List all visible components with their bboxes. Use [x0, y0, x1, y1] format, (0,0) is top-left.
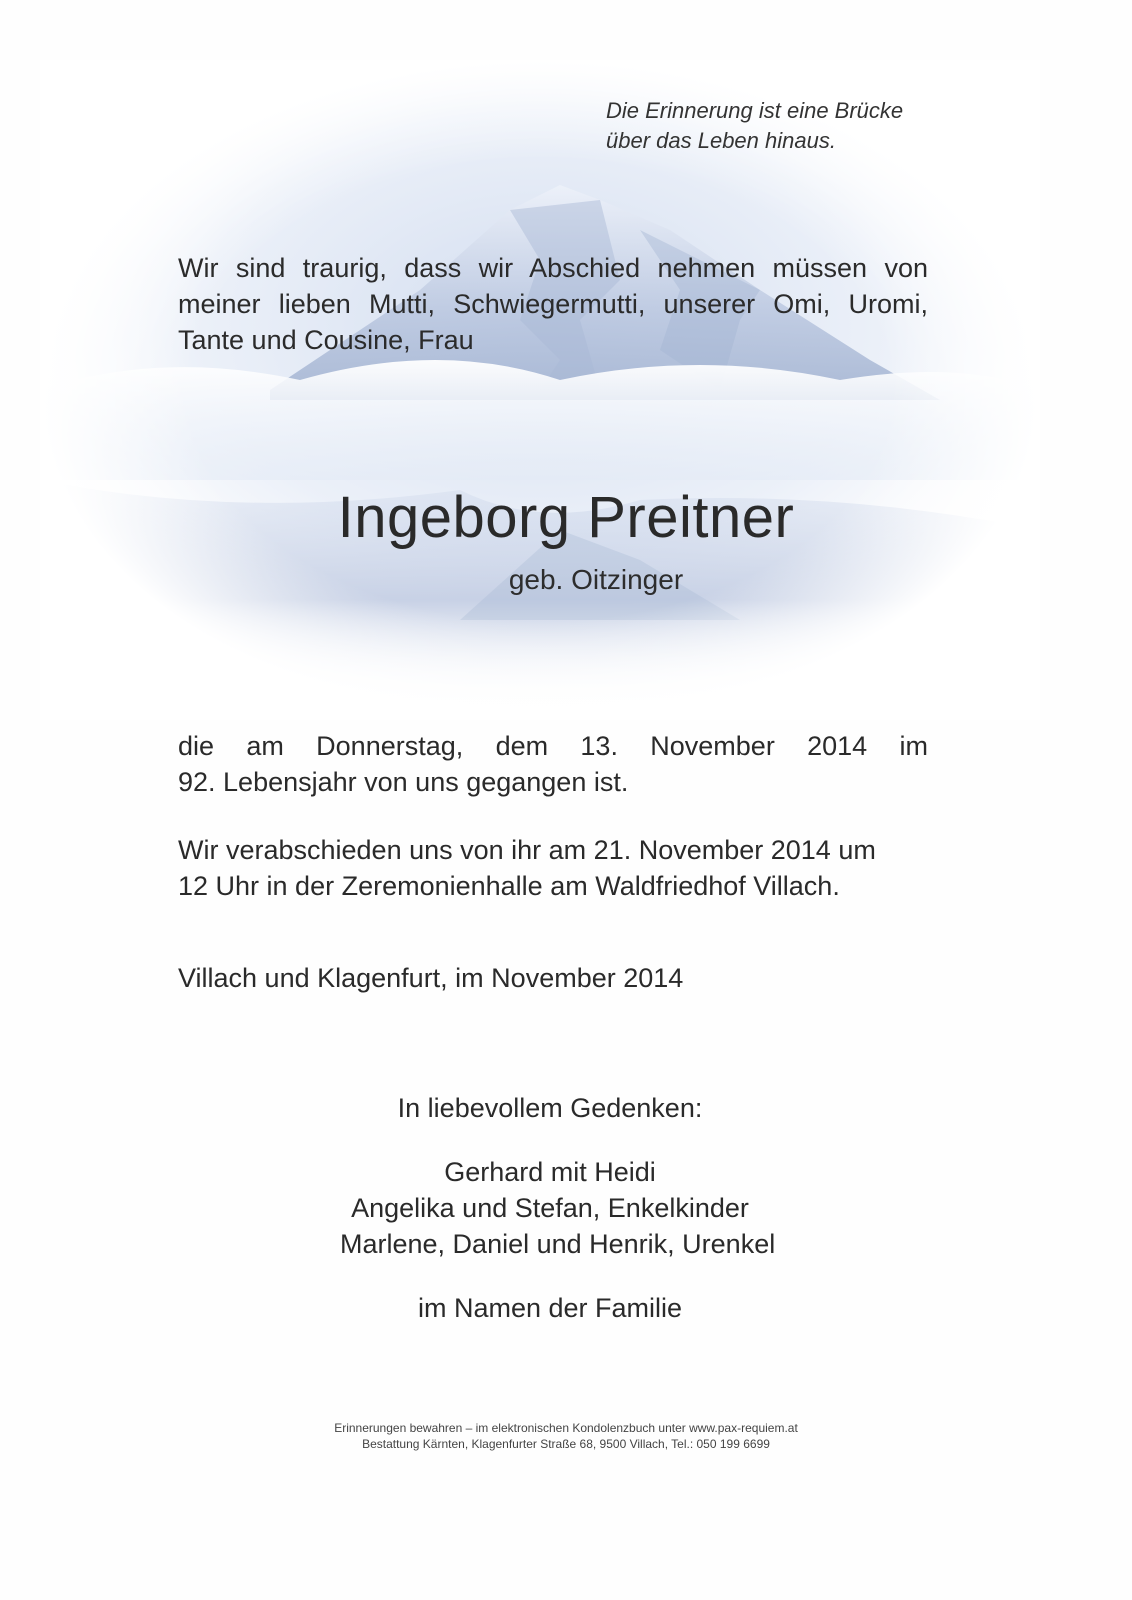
mourner-line: Gerhard mit Heidi: [444, 1157, 656, 1187]
intro-paragraph: [178, 250, 928, 358]
mourner-line: Marlene, Daniel und Henrik, Urenkel: [340, 1229, 776, 1259]
quote-line-2: über das Leben hinaus.: [606, 128, 836, 153]
place-and-date: Villach und Klagenfurt, im November 2014: [178, 963, 684, 993]
death-notice: [178, 728, 928, 800]
death-line-2: 92. Lebensjahr von uns gegangen ist.: [178, 767, 629, 797]
intro-line-2: meiner lieben Mutti, Schwiegermutti, unserer Omi, Uromi,: [178, 289, 928, 319]
footer-condolence-line: Erinnerungen bewahren – im elektronischen Kondolenzbuch unter www.pax-requiem.at: [334, 1421, 798, 1435]
epigraph-quote: [606, 96, 903, 156]
mourner-line: Angelika und Stefan, Enkelkinder: [351, 1193, 749, 1223]
mourners-heading: In liebevollem Gedenken:: [397, 1093, 703, 1123]
funeral-line-1: Wir verabschieden uns von ihr am 21. November 2014 um: [178, 835, 876, 865]
funeral-notice: [178, 832, 938, 904]
footer-contact-line: Bestattung Kärnten, Klagenfurter Straße 68, 9500 Villach, Tel.: 050 199 6699: [362, 1437, 770, 1451]
mourners-closing: im Namen der Familie: [417, 1293, 683, 1323]
mourners-block: [340, 1090, 776, 1326]
funeral-line-2: 12 Uhr in der Zeremonienhalle am Waldfriedhof Villach.: [178, 871, 840, 901]
footer: [0, 1420, 1132, 1452]
maiden-name: geb. Oitzinger: [508, 564, 684, 595]
intro-line-3: Tante und Cousine, Frau: [178, 325, 474, 355]
mountain-background-image: [40, 60, 1040, 720]
death-line-1: die am Donnerstag, dem 13. November 2014 im: [178, 731, 928, 761]
quote-line-1: Die Erinnerung ist eine Brücke: [606, 98, 904, 123]
intro-line-1: Wir sind traurig, dass wir Abschied nehmen müssen von: [178, 253, 928, 283]
deceased-name: Ingeborg Preitner: [337, 485, 795, 550]
